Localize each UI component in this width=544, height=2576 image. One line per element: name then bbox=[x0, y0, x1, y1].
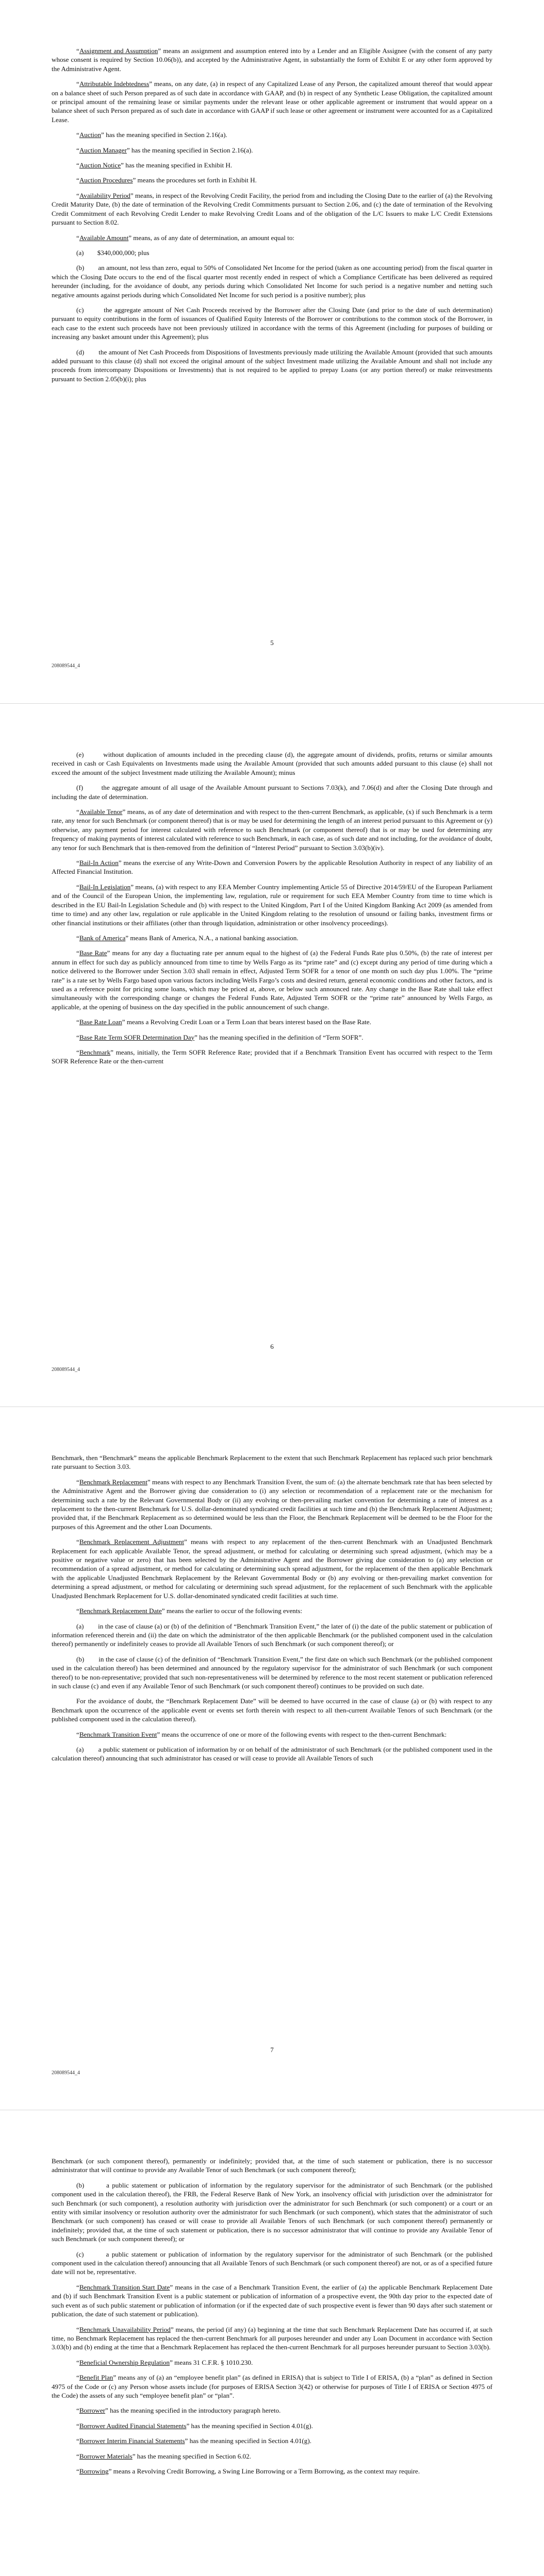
definition-text: means, as of any date of determination and with respect to the then-current Benchmark, as applicable, (x) if such Benchmark is a term rate, any tenor for such Benchmark (or component thereof) that is or may be used for determining the length of an interest period pursuant to this Agreement or (y) otherwise, any payment period for interest calculated with reference to such Benchmark (or component thereof) that is or may be used for determining any frequency of making payments of interest calculated with reference to such Benchmark, in each case, as of such date and not including, for the avoidance of doubt, any tenor for such Benchmark that is then-removed from the definition of “Interest Period” pursuant to Section 3.03(b)(iv). bbox=[52, 808, 492, 852]
definition-text: means the exercise of any Write-Down and Conversion Powers by the applicable Resolution Authority in respect of any liability of an Affected Financial Institution. bbox=[52, 859, 493, 876]
document-page-8 bbox=[0, 2110, 544, 2576]
definition-text: means in the case of a Benchmark Transition Event, the earlier of (a) the applicable Benchmark Replacement Date and (b) if such Benchmark Transition Event is a public statement or publication of information of a prospective event, the 90th day prior to the expected date of such event as of such public statement or publication of information (or if the expected date of such prospective event is fewer than 90 days after such statement or publication, the date of such statement or publication). bbox=[52, 2283, 492, 2318]
document-id: 208089544_4 bbox=[52, 2070, 80, 2076]
definition-paragraph: “Auction” has the meaning specified in Section 2.16(a). bbox=[76, 131, 227, 139]
clause-paragraph: (a) $340,000,000; plus bbox=[76, 248, 150, 257]
definition-paragraph: “Benefit Plan” means any of (a) an “employee benefit plan” (as defined in ERISA) that is subject to Title I of ERISA, (b) a “plan” as defined in Section 4975 of the Code or (c) any Person whose assets include (for purposes of ERISA Section 3(42) or otherwise for purposes of Title I of ERISA or Section 4975 of the Code) the assets of any such “employee benefit plan” or “plan”. bbox=[52, 2374, 492, 2399]
continuation-paragraph: Benchmark, then “Benchmark” means the applicable Benchmark Replacement to the extent that such Benchmark Replacement has replaced such prior benchmark rate pursuant to Section 3.03. bbox=[52, 1454, 492, 1471]
definition-paragraph: “Base Rate” means for any day a fluctuating rate per annum equal to the highest of (a) the Federal Funds Rate plus 0.50%, (b) the rate of interest per annum in effect for such day as publicly announced from time to time by Wells Fargo as its “prime rate” and (c) except during any period of time during which a notice delivered to the Borrower under Section 3.03 shall remain in effect, Adjusted Term SOFR for a tenor of one month on such day plus 1.00%. The “prime rate” is a rate set by Wells Fargo based upon various factors including Wells Fargo’s costs and desired return, general economic conditions and other factors, and is used as a reference point for pricing some loans, which may be priced at, above, or below such announced rate. Any change in the Base Rate shall take effect simultaneously with the corresponding change or changes the Federal Funds Rate, Adjusted Term SOFR or the “prime rate” announced by Wells Fargo, as applicable, at the opening of business on the day specified in the public announcement of such change. bbox=[52, 949, 492, 1011]
clause-paragraph: (a) a public statement or publication of information by or on behalf of the administrator of such Benchmark (or the published component used in the calculation thereof) announcing that such administrator has ceased or will cease to provide all Available Tenors of such bbox=[52, 1745, 492, 1762]
defined-term: Base Rate Term SOFR Determination Day bbox=[79, 1033, 195, 1041]
definition-text: means with respect to any Benchmark Transition Event, the sum of: (a) the alternate benchmark rate that has been selected by the Administrative Agent and the Borrower giving due consideration to (i) any selection or recommendation of a replacement rate or the mechanism for determining such a rate by the Relevant Governmental Body or (ii) any evolving or then-prevailing market convention for determining a rate of interest as a replacement to the then-current Benchmark for U.S. dollar-denominated syndicated credit facilities at such time and (b) the Benchmark Replacement Adjustment; provided that, if the Benchmark Replacement as so determined would be less than the Floor, the Benchmark Replacement will be deemed to be the Floor for the purposes of this Agreement and the other Loan Documents. bbox=[52, 1478, 492, 1531]
definition-text: means for any day a fluctuating rate per annum equal to the highest of (a) the Federal Funds Rate plus 0.50%, (b) the rate of interest per annum in effect for such day as publicly announced from time to time by Wells Fargo as its “prime rate” and (c) except during any period of time during which a notice delivered to the Borrower under Section 3.03 shall remain in effect, Adjusted Term SOFR for a tenor of one month on such day plus 1.00%. The “prime rate” is a rate set by Wells Fargo based upon various factors including Wells Fargo’s costs and desired return, general economic conditions and other factors, and is used as a reference point for pricing some loans, which may be priced at, above, or below such announced rate. Any change in the Base Rate shall take effect simultaneously with the corresponding change or changes the Federal Funds Rate, Adjusted Term SOFR or the “prime rate” announced by Wells Fargo, as applicable, at the opening of business on the day specified in the public announcement of such change. bbox=[52, 949, 492, 1011]
clause-paragraph: (b) in the case of clause (c) of the definition of “Benchmark Transition Event,” the first date on which such Benchmark (or the published component used in the calculation thereof) has been determined and announced by the regulatory supervisor for the administrator of such Benchmark (or such component thereof) to be non-representative; provided that such non-representativeness will be determined by reference to the most recent statement or publication referenced in such clause (c) and even if any Available Tenor of such Benchmark (or such component thereof) continues to be provided on such date. bbox=[52, 1655, 492, 1690]
defined-term: Availability Period bbox=[79, 191, 130, 199]
definition-paragraph: “Benchmark Transition Start Date” means in the case of a Benchmark Transition Event, the earlier of (a) the applicable Benchmark Replacement Date and (b) if such Benchmark Transition Event is a public statement or publication of information of a prospective event, the 90th day prior to the expected date of such event as of such public statement or publication of information (or if the expected date of such prospective event is fewer than 90 days after such statement or publication, the date of such statement or publication). bbox=[52, 2283, 492, 2318]
definition-paragraph: “Benchmark Replacement” means with respect to any Benchmark Transition Event, the sum of: (a) the alternate benchmark rate that has been selected by the Administrative Agent and the Borrower giving due consideration to (i) any selection or recommendation of a replacement rate or the mechanism for determining such a rate by the Relevant Governmental Body or (ii) any evolving or then-prevailing market convention for determining a rate of interest as a replacement to the then-current Benchmark for U.S. dollar-denominated syndicated credit facilities at such time and (b) the Benchmark Replacement Adjustment; provided that, if the Benchmark Replacement as so determined would be less than the Floor, the Benchmark Replacement will be deemed to be the Floor for the purposes of this Agreement and the other Loan Documents. bbox=[52, 1478, 492, 1531]
defined-term: Auction bbox=[79, 131, 101, 139]
definition-text: means, (a) with respect to any EEA Member Country implementing Article 55 of Directive 2014/59/EU of the European Parliament and of the Council of the European Union, the implementing law, regulation, rule or requirement for such EEA Member Country from time to time which is described in the EU Bail-In Legislation Schedule and (b) with respect to the United Kingdom, Part I of the United Kingdom Banking Act 2009 (as amended from time to time) and any other law, regulation or rule applicable in the United Kingdom relating to the resolution of unsound or failing banks, investment firms or other financial institutions or their affiliates (other than through liquidation, administration or other insolvency proceedings). bbox=[52, 883, 492, 927]
page-number: 7 bbox=[270, 2046, 274, 2054]
page-number: 5 bbox=[270, 639, 274, 647]
document-id: 208089544_4 bbox=[52, 1367, 80, 1372]
definition-text: means, the period (if any) (a) beginning at the time that such Benchmark Replacement Date has occurred if, at such time, no Benchmark Replacement has replaced the then-current Benchmark for all purposes hereunder and under any Loan Document in accordance with Section 3.03(b) and (b) ending at the time that a Benchmark Replacement has replaced the then-current Benchmark for all purposes hereunder pursuant to Section 3.03(b). bbox=[52, 2325, 492, 2351]
definition-paragraph: “Auction Procedures” means the procedures set forth in Exhibit H. bbox=[76, 176, 257, 184]
clause-paragraph: (b) a public statement or publication of information by the regulatory supervisor for the administrator of such Benchmark (or the published component used in the calculation thereof), the FRB, the Federal Reserve Bank of New York, an insolvency official with jurisdiction over the administrator for such Benchmark (or such component), a resolution authority with jurisdiction over the administrator for such Benchmark (or such component) or a court or an entity with similar insolvency or resolution authority over the administrator for such Benchmark (or such component), which states that the administrator of such Benchmark (or such component) has ceased or will cease to provide all Available Tenors of such Benchmark (or such component thereof) permanently or indefinitely; provided that, at the time of such statement or publication, there is no successor administrator that will continue to provide any Available Tenor of such Benchmark (or such component thereof); or bbox=[52, 2181, 492, 2243]
defined-term: Benchmark Transition Start Date bbox=[79, 2283, 170, 2291]
document-page-5 bbox=[0, 0, 544, 703]
definition-text: means the occurrence of one or more of the following events with respect to the then-current Benchmark: bbox=[160, 1730, 447, 1738]
defined-term: Benchmark Replacement bbox=[79, 1478, 147, 1486]
definition-paragraph: “Beneficial Ownership Regulation” means 31 C.F.R. § 1010.230. bbox=[76, 2358, 253, 2366]
definition-text: means any of (a) an “employee benefit plan” (as defined in ERISA) that is subject to Title I of ERISA, (b) a “plan” as defined in Section 4975 of the Code or (c) any Person whose assets include (for purposes of ERISA Section 3(42) or otherwise for purposes of Title I of ERISA or Section 4975 of the Code) the assets of any such “employee benefit plan” or “plan”. bbox=[52, 2374, 492, 2399]
definition-text: means, on any date, (a) in respect of any Capitalized Lease of any Person, the capitalized amount thereof that would appear on a balance sheet of such Person prepared as of such date in accordance with GAAP, and (b) in respect of any Synthetic Lease Obligation, the capitalized amount or principal amount of the remaining lease or similar payments under the relevant lease or other applicable agreement or instrument that would appear on a balance sheet of such Person prepared as of such date in accordance with GAAP if such lease or other agreement or instrument were accounted for as a Capitalized Lease. bbox=[52, 80, 493, 124]
defined-term: Base Rate bbox=[79, 949, 107, 957]
defined-term: Benchmark Replacement Adjustment bbox=[79, 1538, 184, 1546]
defined-term: Auction Procedures bbox=[79, 176, 133, 184]
clause-paragraph: (a) in the case of clause (a) or (b) of the definition of “Benchmark Transition Event,” the later of (i) the date of the public statement or publication of information referenced therein and (ii) the date on which the administrator of the then applicable Benchmark (or the published component used in the calculation thereof) permanently or indefinitely ceases to provide all Available Tenors of such Benchmark (or such component thereof); or bbox=[52, 1622, 492, 1648]
definition-paragraph: “Bank of America” means Bank of America, N.A., a national banking association. bbox=[76, 934, 299, 942]
definition-paragraph: “Base Rate Term SOFR Determination Day” has the meaning specified in the definition of “Term SOFR”. bbox=[76, 1033, 364, 1041]
defined-term: Auction Notice bbox=[79, 161, 121, 170]
page-number: 6 bbox=[270, 1343, 274, 1350]
definition-paragraph: “Bail-In Action” means the exercise of any Write-Down and Conversion Powers by the applicable Resolution Authority in respect of any liability of an Affected Financial Institution. bbox=[52, 859, 493, 876]
definition-paragraph: “Borrowing” means a Revolving Credit Borrowing, a Swing Line Borrowing or a Term Borrowing, as the context may require. bbox=[76, 2467, 420, 2475]
definition-text: means 31 C.F.R. § 1010.230. bbox=[172, 2358, 253, 2366]
definition-text: has the meaning specified in Section 6.02. bbox=[135, 2452, 251, 2460]
definition-text: means Bank of America, N.A., a national banking association. bbox=[128, 934, 299, 942]
definition-text: has the meaning specified in the definition of “Term SOFR”. bbox=[197, 1033, 364, 1041]
page-body bbox=[52, 750, 492, 1072]
definition-text: has the meaning specified in Section 2.16(a). bbox=[129, 146, 253, 154]
defined-term: Borrower bbox=[79, 2406, 105, 2415]
definition-text: has the meaning specified in Exhibit H. bbox=[123, 161, 233, 170]
defined-term: Bail-In Legislation bbox=[79, 883, 131, 891]
defined-term: Borrowing bbox=[79, 2467, 109, 2475]
definition-paragraph: “Available Amount” means, as of any date of determination, an amount equal to: bbox=[76, 233, 295, 242]
definition-paragraph: “Benchmark” means, initially, the Term SOFR Reference Rate; provided that if a Benchmark Transition Event has occurred with respect to the Term SOFR Reference Rate or the then-current bbox=[52, 1048, 492, 1065]
clause-paragraph: For the avoidance of doubt, the “Benchmark Replacement Date” will be deemed to have occurred in the case of clause (a) or (b) with respect to any Benchmark upon the occurrence of the applicable event or events set forth therein with respect to all then-current Available Tenors of such Benchmark (or the published component used in the calculation thereof). bbox=[52, 1697, 492, 1723]
definition-text: means, initially, the Term SOFR Reference Rate; provided that if a Benchmark Transition Event has occurred with respect to the Term SOFR Reference Rate or the then-current bbox=[52, 1048, 492, 1065]
definition-text: has the meaning specified in Section 4.01(g). bbox=[189, 2421, 313, 2430]
defined-term: Benchmark Unavailability Period bbox=[79, 2325, 171, 2333]
defined-term: Benefit Plan bbox=[79, 2374, 113, 2382]
definition-text: means the procedures set forth in Exhibit H. bbox=[136, 176, 257, 184]
page-body bbox=[52, 2157, 492, 2482]
definition-text: has the meaning specified in Section 4.01(g). bbox=[188, 2437, 311, 2445]
defined-term: Assignment and Assumption bbox=[79, 47, 158, 55]
defined-term: Benchmark bbox=[79, 1048, 111, 1056]
defined-term: Available Amount bbox=[79, 233, 129, 242]
document-page-7 bbox=[0, 1406, 544, 2110]
defined-term: Attributable Indebtedness bbox=[79, 80, 150, 88]
clause-paragraph: (b) an amount, not less than zero, equal to 50% of Consolidated Net Income for the period (taken as one accounting period) from the fiscal quarter in which the Closing Date occurs to the end of the fiscal quarter most recently ended in respect of which a Compliance Certificate has been delivered as required hereunder (including, for the avoidance of doubt, any periods during which Consolidated Net Income for such period is a negative number and netting such negative amounts against periods during which Consolidated Net Income for such period is a positive number); plus bbox=[52, 264, 492, 299]
definition-paragraph: “Assignment and Assumption” means an assignment and assumption entered into by a Lender and an Eligible Assignee (with the consent of any party whose consent is required by Section 10.06(b)), and accepted by the Administrative Agent, in substantially the form of Exhibit E or any other form approved by the Administrative Agent. bbox=[52, 47, 492, 73]
clause-paragraph: (c) the aggregate amount of Net Cash Proceeds received by the Borrower after the Closing Date (and prior to the date of such determination) pursuant to equity contributions in the form of issuances of Qualified Equity Interests of the Borrower or contributions to the common stock of the Borrower, in each case to the extent such proceeds have not been previously utilized in accordance with the terms of this Agreement (including for purposes of building or increasing any basket amount under this Agreement); plus bbox=[52, 306, 492, 341]
definition-paragraph: “Bail-In Legislation” means, (a) with respect to any EEA Member Country implementing Article 55 of Directive 2014/59/EU of the European Parliament and of the Council of the European Union, the implementing law, regulation, rule or requirement for such EEA Member Country from time to time which is described in the EU Bail-In Legislation Schedule and (b) with respect to the United Kingdom, Part I of the United Kingdom Banking Act 2009 (as amended from time to time) and any other law, regulation or rule applicable in the United Kingdom relating to the resolution of unsound or failing banks, investment firms or other financial institutions or their affiliates (other than through liquidation, administration or other insolvency proceedings). bbox=[52, 883, 492, 927]
definition-text: means an assignment and assumption entered into by a Lender and an Eligible Assignee (with the consent of any party whose consent is required by Section 10.06(b)), and accepted by the Administrative Agent, in substantially the form of Exhibit E or any other form approved by the Administrative Agent. bbox=[52, 47, 492, 73]
definition-paragraph: “Borrower Interim Financial Statements” has the meaning specified in Section 4.01(g). bbox=[76, 2437, 311, 2445]
defined-term: Benchmark Replacement Date bbox=[79, 1607, 162, 1615]
definition-paragraph: “Auction Notice” has the meaning specified in Exhibit H. bbox=[76, 161, 233, 170]
clause-paragraph: (d) the amount of Net Cash Proceeds from Dispositions of Investments previously made utilizing the Available Amount (provided that such amounts added pursuant to this clause (d) shall not exceed the original amount of the subject Investment made utilizing the Available Amount and shall not include any proceeds from intercompany Dispositions or Investments) that is not required to be applied to prepay Loans (or any portion thereof) or make reinvestments pursuant to Section 2.05(b)(i); plus bbox=[52, 348, 492, 383]
definition-text: means, as of any date of determination, an amount equal to: bbox=[131, 233, 295, 242]
defined-term: Borrower Interim Financial Statements bbox=[79, 2437, 185, 2445]
definition-paragraph: “Borrower” has the meaning specified in the introductory paragraph hereto. bbox=[76, 2406, 281, 2415]
clause-paragraph: (e) without duplication of amounts included in the preceding clause (d), the aggregate amount of dividends, profits, returns or similar amounts received in cash or Cash Equivalents on Investments made using the Available Amount (provided that such amounts added pursuant to this clause (e) shall not exceed the amount of the subject Investment made utilizing the Available Amount); minus bbox=[52, 751, 492, 776]
definition-paragraph: “Availability Period” means, in respect of the Revolving Credit Facility, the period from and including the Closing Date to the earlier of (a) the Revolving Credit Maturity Date, (b) the date of termination of the Revolving Credit Commitments pursuant to Section 2.06, and (c) the date of termination of the Revolving Credit Commitment of each Revolving Credit Lender to make Revolving Credit Loans and of the obligation of the L/C Issuers to make L/C Credit Extensions pursuant to Section 8.02. bbox=[52, 191, 492, 227]
page-body bbox=[52, 46, 492, 389]
definition-paragraph: “Borrower Audited Financial Statements” has the meaning specified in Section 4.01(g). bbox=[76, 2421, 313, 2430]
definition-text: has the meaning specified in the introductory paragraph hereto. bbox=[108, 2406, 281, 2415]
definition-text: means a Revolving Credit Loan or a Term Loan that bears interest based on the Base Rate. bbox=[125, 1018, 371, 1026]
defined-term: Auction Manager bbox=[79, 146, 127, 154]
definition-paragraph: “Auction Manager” has the meaning specified in Section 2.16(a). bbox=[76, 146, 253, 154]
definition-paragraph: “Base Rate Loan” means a Revolving Credit Loan or a Term Loan that bears interest based on the Base Rate. bbox=[76, 1018, 371, 1026]
defined-term: Borrower Materials bbox=[79, 2452, 133, 2460]
definition-paragraph: “Benchmark Replacement Adjustment” means with respect to any replacement of the then-current Benchmark with an Unadjusted Benchmark Replacement for each applicable Available Tenor, the spread adjustment, or method for calculating or determining such spread adjustment, (which may be a positive or negative value or zero) that has been selected by the Administrative Agent and the Borrower giving due consideration to (a) any selection or recommendation of a spread adjustment, or method for calculating or determining such spread adjustment, for the replacement of the then applicable Benchmark with the applicable Unadjusted Benchmark Replacement by the Relevant Governmental Body or (b) any evolving or then-prevailing market convention for determining a spread adjustment, or method for calculating or determining such spread adjustment, for the replacement of such Benchmark with the applicable Unadjusted Benchmark Replacement for U.S. dollar-denominated syndicated credit facilities at such time. bbox=[52, 1538, 492, 1600]
defined-term: Borrower Audited Financial Statements bbox=[79, 2421, 187, 2430]
defined-term: Beneficial Ownership Regulation bbox=[79, 2358, 170, 2366]
defined-term: Available Tenor bbox=[79, 808, 123, 816]
defined-term: Bank of America bbox=[79, 934, 126, 942]
definition-text: means, in respect of the Revolving Credit Facility, the period from and including the Closing Date to the earlier of (a) the Revolving Credit Maturity Date, (b) the date of termination of the Revolving Credit Commitments pursuant to Section 2.06, and (c) the date of termination of the Revolving Credit Commitment of each Revolving Credit Lender to make Revolving Credit Loans and of the obligation of the L/C Issuers to make L/C Credit Extensions pursuant to Section 8.02. bbox=[52, 191, 492, 227]
clause-paragraph: (f) the aggregate amount of all usage of the Available Amount pursuant to Sections 7.03(k), and 7.06(d) and after the Closing Date through and including the date of determination. bbox=[52, 784, 492, 801]
definition-text: has the meaning specified in Section 2.16(a). bbox=[104, 131, 227, 139]
definition-paragraph: “Benchmark Transition Event” means the occurrence of one or more of the following events with respect to the then-current Benchmark: bbox=[76, 1730, 447, 1738]
document-page-6 bbox=[0, 703, 544, 1407]
definition-text: means a Revolving Credit Borrowing, a Swing Line Borrowing or a Term Borrowing, as the context may require. bbox=[111, 2467, 420, 2475]
definition-paragraph: “Benchmark Replacement Date” means the earlier to occur of the following events: bbox=[76, 1607, 303, 1615]
definition-paragraph: “Borrower Materials” has the meaning specified in Section 6.02. bbox=[76, 2452, 251, 2460]
document-id: 208089544_4 bbox=[52, 663, 80, 669]
definition-paragraph: “Attributable Indebtedness” means, on any date, (a) in respect of any Capitalized Lease of any Person, the capitalized amount thereof that would appear on a balance sheet of such Person prepared as of such date in accordance with GAAP, and (b) in respect of any Synthetic Lease Obligation, the capitalized amount or principal amount of the remaining lease or similar payments under the relevant lease or other applicable agreement or instrument that would appear on a balance sheet of such Person prepared as of such date in accordance with GAAP if such lease or other agreement or instrument were accounted for as a Capitalized Lease. bbox=[52, 80, 493, 124]
continuation-paragraph: Benchmark (or such component thereof), permanently or indefinitely; provided that, at the time of such statement or publication, there is no successor administrator that will continue to provide any Available Tenor of such Benchmark (or such component thereof); bbox=[52, 2157, 492, 2174]
defined-term: Base Rate Loan bbox=[79, 1018, 122, 1026]
definition-text: means with respect to any replacement of the then-current Benchmark with an Unadjusted Benchmark Replacement for each applicable Available Tenor, the spread adjustment, or method for calculating or determining such spread adjustment, (which may be a positive or negative value or zero) that has been selected by the Administrative Agent and the Borrower giving due consideration to (a) any selection or recommendation of a spread adjustment, or method for calculating or determining such spread adjustment, for the replacement of the then applicable Benchmark with the applicable Unadjusted Benchmark Replacement by the Relevant Governmental Body or (b) any evolving or then-prevailing market convention for determining a spread adjustment, or method for calculating or determining such spread adjustment, for the replacement of such Benchmark with the applicable Unadjusted Benchmark Replacement for U.S. dollar-denominated syndicated credit facilities at such time. bbox=[52, 1538, 492, 1600]
clause-paragraph: (c) a public statement or publication of information by the regulatory supervisor for the administrator of such Benchmark (or the published component used in the calculation thereof) announcing that all Available Tenors of such Benchmark (or such component thereof) are not, or as of a specified future date will not be, representative. bbox=[52, 2250, 492, 2276]
defined-term: Bail-In Action bbox=[79, 859, 119, 867]
definition-text: means the earlier to occur of the following events: bbox=[164, 1607, 303, 1615]
defined-term: Benchmark Transition Event bbox=[79, 1730, 157, 1738]
definition-paragraph: “Benchmark Unavailability Period” means, the period (if any) (a) beginning at the time that such Benchmark Replacement Date has occurred if, at such time, no Benchmark Replacement has replaced the then-current Benchmark for all purposes hereunder and under any Loan Document in accordance with Section 3.03(b) and (b) ending at the time that a Benchmark Replacement has replaced the then-current Benchmark for all purposes hereunder pursuant to Section 3.03(b). bbox=[52, 2325, 492, 2351]
page-body bbox=[52, 1453, 492, 1769]
definition-paragraph: “Available Tenor” means, as of any date of determination and with respect to the then-current Benchmark, as applicable, (x) if such Benchmark is a term rate, any tenor for such Benchmark (or component thereof) that is or may be used for determining the length of an interest period pursuant to this Agreement or (y) otherwise, any payment period for interest calculated with reference to such Benchmark (or component thereof) that is or may be used for determining any frequency of making payments of interest calculated with reference to such Benchmark, in each case, as of such date and not including, for the avoidance of doubt, any tenor for such Benchmark that is then-removed from the definition of “Interest Period” pursuant to Section 3.03(b)(iv). bbox=[52, 808, 492, 852]
